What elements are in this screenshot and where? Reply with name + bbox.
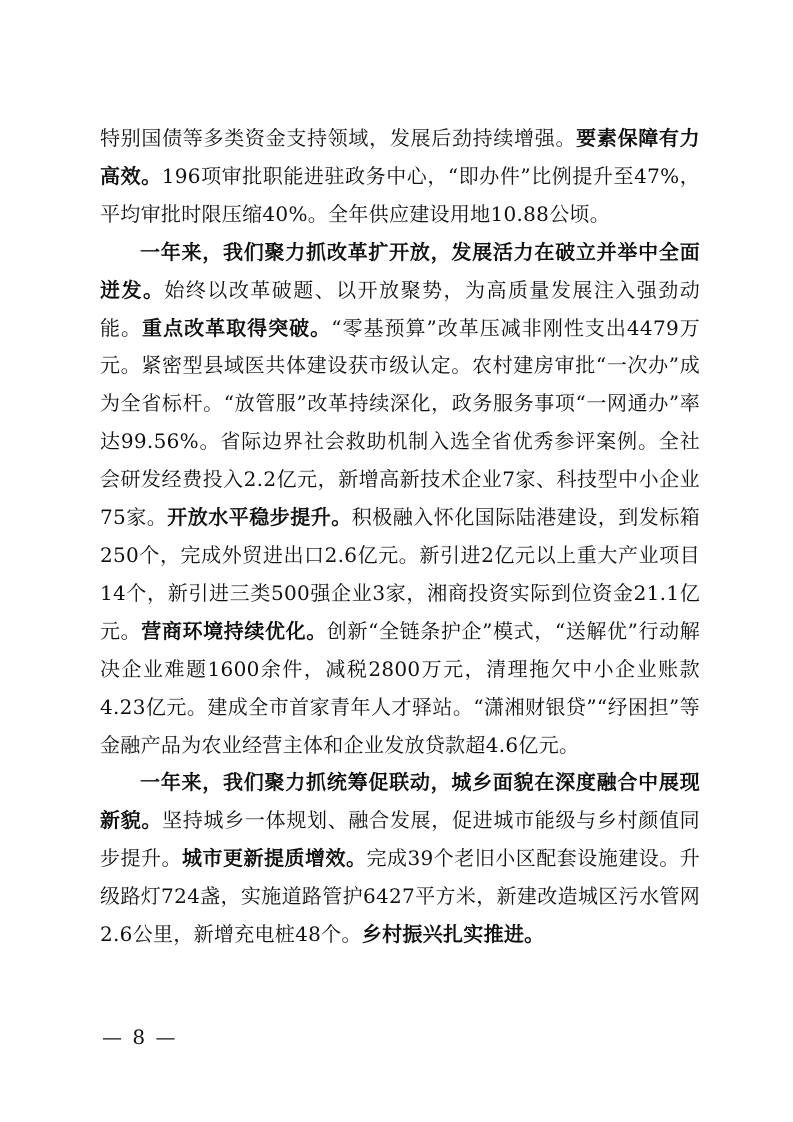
bold-heading-text: 一年来，我们聚力抓统筹促联动，城乡面貌在深度融合中展现新貌。 [100, 770, 700, 833]
body-text-run: 积极融入怀化国际陆港建设，到发标箱250个，完成外贸进出口2.6亿元。新引进2亿元以上重大产业项目14个，新引进三类500强企业3家，湘商投资实际到位资金21.1亿元。 [100, 505, 700, 643]
body-text-run: 特别国债等多类资金支持领域，发展后劲持续增强。 [100, 126, 577, 150]
paragraph [100, 120, 700, 234]
paragraph [100, 764, 700, 954]
body-text-run: 坚持城乡一体规划、融合发展，促进城市能级与乡村颜值同步提升。 [100, 808, 700, 871]
body-text-run: 196项审批职能进驻政务中心，“即办件”比例提升至47%，平均审批时限压缩40%。全年供应建设用地10.88公顷。 [100, 163, 700, 226]
bold-heading-text: 城市更新提质增效。 [182, 846, 367, 871]
bold-heading-text: 开放水平稳步提升。 [167, 505, 352, 530]
body-text-run: “零基预算”改革压减非刚性支出4479万元。紧密型县域医共体建设获市级认定。农村建房审批“一次办”成为全省标杆。“放管服”改革持续深化，政务服务事项“一网通办”率达99.56%。省际边界社会救助机制入选全省优秀参评案例。全社会研发经费投入2.2亿元，新增高新技术企业7家、科技型中小企业75家。 [100, 315, 701, 530]
body-text [100, 120, 700, 954]
body-text-run: 完成39个老旧小区配套设施建设。升级路灯724盏，实施道路管护6427平方米，新建改造城区污水管网2.6公里，新增充电桩48个。 [100, 846, 700, 947]
bold-heading-text: 重点改革取得突破。 [142, 315, 332, 340]
body-text-run: 始终以改革破题、以开放聚势，为高质量发展注入强劲动能。 [100, 277, 701, 340]
bold-heading-text: 一年来，我们聚力抓改革扩开放，发展活力在破立并举中全面迸发。 [100, 239, 700, 302]
paragraph [100, 234, 700, 765]
page-number: — 8 — [102, 1025, 178, 1049]
body-text-run: 创新“全链条护企”模式，“送解优”行动解决企业难题1600余件，减税2800万元，清理拖欠中小企业账款4.23亿元。建成全市首家青年人才驿站。“潇湘财银贷”“纾困担”等金融产品为农业经营主体和企业发放贷款超4.6亿元。 [100, 618, 700, 757]
bold-heading-text: 营商环境持续优化。 [141, 618, 327, 643]
bold-heading-text: 要素保障有力高效。 [100, 126, 700, 188]
bold-heading-text: 乡村振兴扎实推进。 [361, 922, 545, 947]
